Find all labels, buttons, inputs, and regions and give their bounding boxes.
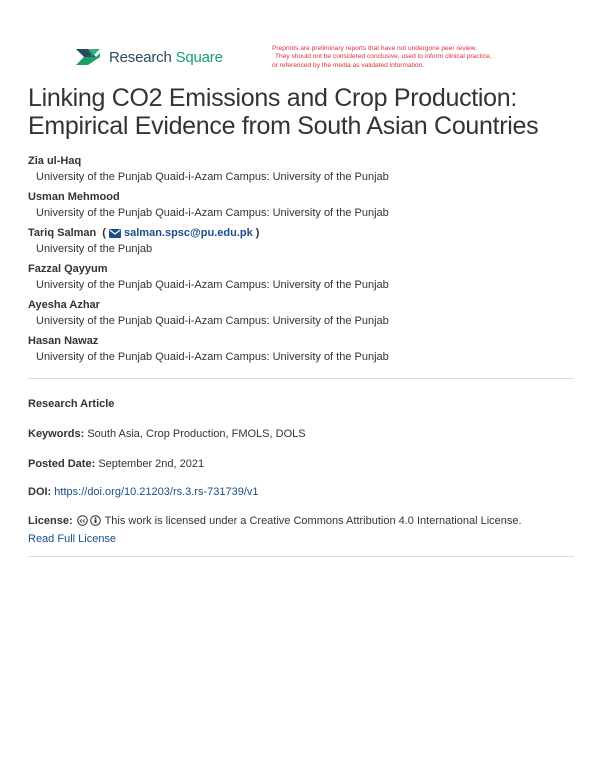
author-entry (28, 225, 578, 261)
author-affiliation: University of the Punjab (36, 243, 153, 255)
doi-link[interactable]: https://doi.org/10.21203/rs.3.rs-731739/v1 (54, 486, 259, 498)
author-name: Zia ul-Haq (28, 155, 82, 167)
author-entry (28, 333, 578, 369)
author-affiliation: University of the Punjab Quaid-i-Azam Campus: University of the Punjab (36, 315, 389, 327)
author-affiliation: University of the Punjab Quaid-i-Azam Campus: University of the Punjab (36, 171, 389, 183)
posted-date-value: September 2nd, 2021 (98, 458, 205, 470)
license-text: This work is licensed under a Creative Commons Attribution 4.0 International License. (104, 515, 522, 527)
disclaimer-line: They should not be considered conclusive, used to inform clinical practice, (275, 53, 492, 61)
disclaimer-line: Preprints are preliminary reports that have not undergone peer review. (272, 45, 477, 52)
research-square-logo[interactable] (74, 46, 223, 68)
divider-top (28, 378, 574, 379)
license-row (28, 515, 578, 527)
author-entry (28, 153, 578, 189)
author-affiliation: University of the Punjab Quaid-i-Azam Campus: University of the Punjab (36, 279, 389, 291)
posted-date-row (28, 458, 578, 470)
keywords-value: South Asia, Crop Production, FMOLS, DOLS (87, 428, 306, 440)
header (0, 0, 600, 80)
logo-word-1: Research (109, 48, 172, 66)
author-entry (28, 189, 578, 225)
license-label: License: (28, 515, 73, 527)
article-type-value: Research Article (28, 398, 115, 410)
doi-row (28, 486, 578, 498)
keywords-row (28, 428, 578, 440)
license-link-row (28, 533, 578, 545)
author-entry (28, 261, 578, 297)
disclaimer-line: or referenced by the media as validated information. (272, 61, 425, 69)
read-full-license-link[interactable]: Read Full License (28, 533, 117, 545)
author-entry (28, 297, 578, 333)
author-email-link[interactable]: salman.spsc@pu.edu.pk (124, 227, 253, 239)
paper-title: Linking CO2 Emissions and Crop Production: Empirical Evidence from South Asian Countries (28, 84, 539, 140)
research-square-logo-icon (74, 46, 102, 68)
posted-date-label: Posted Date: (28, 458, 96, 470)
divider-bottom (28, 556, 574, 557)
article-type (28, 398, 578, 410)
author-name: Ayesha Azhar (28, 299, 100, 311)
keywords-label: Keywords: (28, 428, 85, 440)
author-list (28, 153, 578, 369)
cc-icon (77, 515, 88, 526)
doi-label: DOI: (28, 486, 52, 498)
author-name: Fazzal Qayyum (28, 263, 108, 275)
logo-word-2: Square (175, 48, 223, 66)
author-name: Usman Mehmood (28, 191, 120, 203)
svg-text:cc: cc (79, 518, 86, 525)
author-name-row (28, 225, 578, 241)
author-email-wrapper: ( salman.spsc@pu.edu.pk ) (102, 227, 260, 239)
author-name: Hasan Nawaz (28, 335, 99, 347)
author-name: Tariq Salman (28, 227, 97, 239)
author-affiliation: University of the Punjab Quaid-i-Azam Campus: University of the Punjab (36, 207, 389, 219)
logo-text (109, 49, 223, 66)
preprint-disclaimer (272, 45, 542, 70)
cc-by-icon (90, 515, 101, 526)
mail-icon (109, 229, 121, 238)
author-affiliation: University of the Punjab Quaid-i-Azam Campus: University of the Punjab (36, 351, 389, 363)
